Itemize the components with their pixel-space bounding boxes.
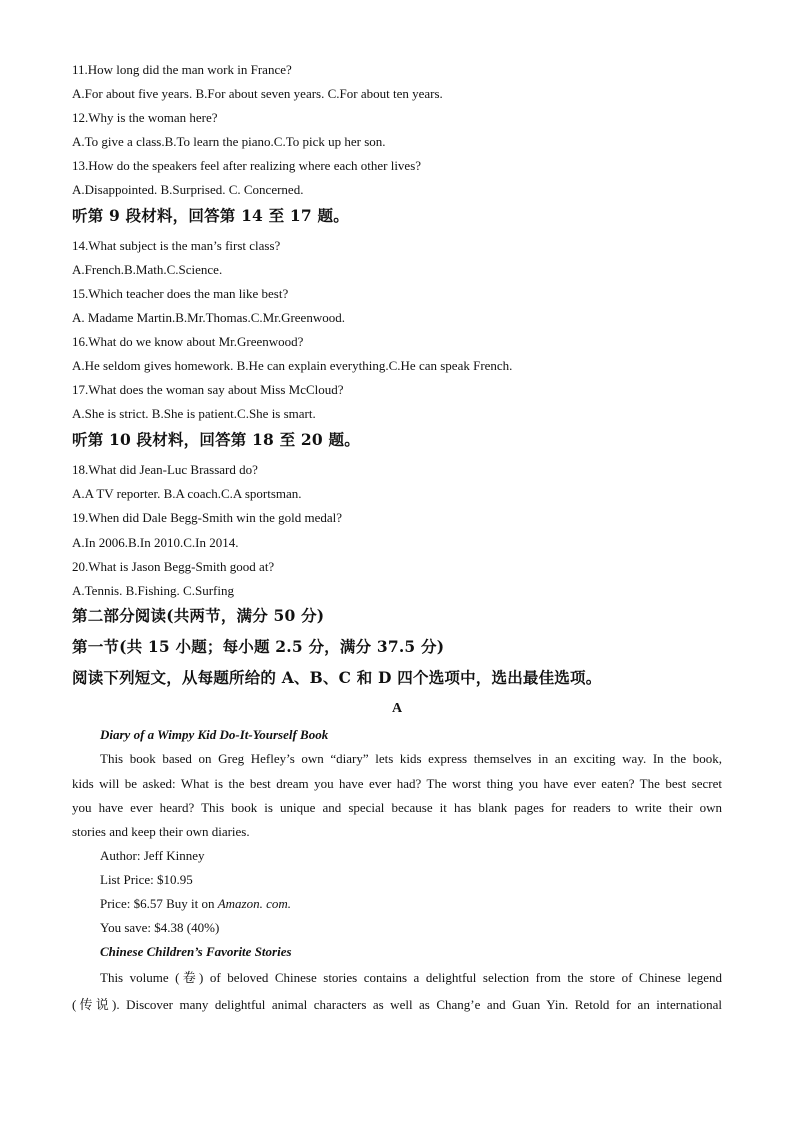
options-12: A.To give a class.B.To learn the piano.C.To pick up her son.: [72, 134, 386, 149]
question-12: 12.Why is the woman here?: [72, 110, 218, 125]
section-9-heading: 听第 9 段材料，回答第 14 至 17 题。: [72, 206, 349, 225]
options-19: A.In 2006.B.In 2010.C.In 2014.: [72, 535, 239, 550]
book-1-list-price: List Price: $10.95: [100, 872, 193, 887]
options-17: A.She is strict. B.She is patient.C.She is smart.: [72, 406, 316, 421]
options-11: A.For about five years. B.For about seven years. C.For about ten years.: [72, 86, 443, 101]
options-18: A.A TV reporter. B.A coach.C.A sportsman.: [72, 486, 302, 501]
part-2-instructions: 阅读下列短文，从每题所给的 A、B、C 和 D 四个选项中，选出最佳选项。: [72, 668, 602, 687]
question-19: 19.When did Dale Begg-Smith win the gold medal?: [72, 510, 343, 525]
question-13: 13.How do the speakers feel after realizing where each other lives?: [72, 158, 422, 173]
part-2-subheading: 第一节(共 15 小题；每小题 2.5 分，满分 37.5 分): [72, 637, 445, 656]
options-14: A.French.B.Math.C.Science.: [72, 262, 223, 277]
book-1-price: [100, 896, 291, 912]
question-15: 15.Which teacher does the man like best?: [72, 286, 289, 301]
book-2-line-1: This volume (卷) of beloved Chinese stories contains a delightful selection from the store of Chinese legend: [100, 970, 722, 985]
price-text: Price: $6.57 Buy it on: [100, 896, 218, 911]
book-1-line-4: stories and keep their own diaries.: [72, 824, 250, 839]
options-16: A.He seldom gives homework. B.He can explain everything.C.He can speak French.: [72, 358, 513, 373]
book-1-author: Author: Jeff Kinney: [100, 848, 205, 863]
question-17: 17.What does the woman say about Miss McCloud?: [72, 382, 344, 397]
book-1-line-2: kids will be asked: What is the best dream you have ever had? The worst thing you have ever eaten? The best secret: [72, 776, 722, 791]
question-11: 11.How long did the man work in France?: [72, 62, 292, 77]
book-2-title: Chinese Children’s Favorite Stories: [100, 944, 292, 959]
question-20: 20.What is Jason Begg-Smith good at?: [72, 559, 275, 574]
part-2-heading: 第二部分阅读(共两节，满分 50 分): [72, 606, 325, 625]
question-16: 16.What do we know about Mr.Greenwood?: [72, 334, 304, 349]
book-1-line-3: you have ever heard? This book is unique and special because it has blank pages for readers to write their own: [72, 800, 722, 815]
question-14: 14.What subject is the man’s first class?: [72, 238, 281, 253]
options-20: A.Tennis. B.Fishing. C.Surfing: [72, 583, 234, 598]
options-15: A. Madame Martin.B.Mr.Thomas.C.Mr.Greenwood.: [72, 310, 345, 325]
options-13: A.Disappointed. B.Surprised. C. Concerned.: [72, 182, 304, 197]
passage-letter: A: [391, 701, 403, 716]
amazon-link-text: Amazon. com.: [217, 896, 292, 911]
book-1-title: Diary of a Wimpy Kid Do-It-Yourself Book: [100, 727, 329, 742]
section-10-heading: 听第 10 段材料，回答第 18 至 20 题。: [72, 430, 360, 449]
book-1-savings: You save: $4.38 (40%): [100, 920, 220, 935]
book-1-line-1: This book based on Greg Hefley’s own “diary” lets kids express themselves in an exciting way. In the book,: [100, 751, 722, 766]
book-2-line-2: (传说). Discover many delightful animal characters as well as Chang’e and Guan Yin. Retold for an international: [72, 997, 722, 1012]
question-18: 18.What did Jean-Luc Brassard do?: [72, 462, 258, 477]
